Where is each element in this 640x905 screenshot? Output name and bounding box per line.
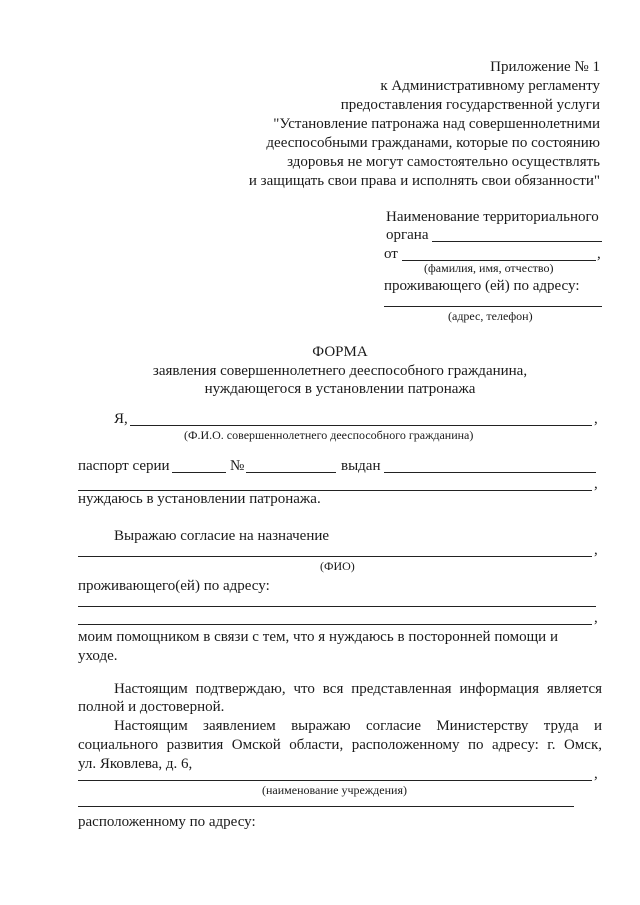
appendix-service-name-3: здоровья не могут самостоятельно осуществлять — [287, 154, 600, 170]
consent-line-3: ул. Яковлева, д. 6, — [78, 756, 193, 772]
addressee-residing-label: проживающего (ей) по адресу: — [384, 278, 580, 294]
passport-number-field[interactable] — [246, 472, 336, 473]
institution-line-2[interactable] — [78, 806, 574, 807]
helper-residing-label: проживающего(ей) по адресу: — [78, 578, 270, 594]
institution-line[interactable] — [78, 780, 592, 781]
passport-issued-field[interactable] — [384, 472, 596, 473]
appendix-service-name-2: дееспособными гражданами, которые по состоянию — [266, 135, 600, 151]
helper-address-line-2[interactable] — [78, 624, 592, 625]
passport-series-field[interactable] — [172, 472, 226, 473]
comma: , — [594, 766, 598, 782]
consent-line-1: Настоящим заявлением выражаю согласие Министерству труда и — [114, 718, 602, 734]
appendix-service-name-1: "Установление патронажа над совершеннолетними — [273, 116, 600, 132]
addressee-from-label: от — [384, 246, 398, 262]
helper-address-line-1[interactable] — [78, 606, 596, 607]
comma: , — [594, 476, 598, 492]
applicant-fio-line[interactable] — [130, 425, 592, 426]
org-name-line[interactable] — [432, 241, 602, 242]
helper-reason-line-1: моим помощником в связи с тем, что я нуждаюсь в посторонней помощи и — [78, 629, 558, 645]
applicant-fio-caption: (Ф.И.О. совершеннолетнего дееспособного гражданина) — [184, 428, 474, 442]
located-label: расположенному по адресу: — [78, 814, 256, 830]
comma: , — [594, 542, 598, 558]
addressee-org-title: Наименование территориального — [386, 209, 599, 225]
address-line[interactable] — [384, 306, 602, 307]
passport-number-label: № — [230, 458, 245, 474]
form-subtitle-2: нуждающегося в установлении патронажа — [204, 381, 476, 397]
consent-line-2: социального развития Омской области, расположенному по адресу: г. Омск, — [78, 737, 602, 753]
helper-fio-caption: (ФИО) — [320, 559, 355, 573]
appendix-number: Приложение № 1 — [490, 59, 600, 75]
comma: , — [597, 246, 601, 262]
addressee-org-label: органа — [386, 227, 429, 243]
appendix-service: предоставления государственной услуги — [340, 97, 600, 113]
need-patronage-text: нуждаюсь в установлении патронажа. — [78, 491, 321, 507]
comma: , — [594, 411, 598, 427]
confirm-line-2: полной и достоверной. — [78, 699, 225, 715]
form-subtitle-1: заявления совершеннолетнего дееспособного гражданина, — [152, 363, 528, 379]
passport-issued-label: выдан — [341, 458, 381, 474]
helper-fio-line[interactable] — [78, 556, 592, 557]
passport-series-label: паспорт серии — [78, 458, 170, 474]
helper-reason-line-2: уходе. — [78, 648, 118, 664]
appendix-service-name-4: и защищать свои права и исполнять свои обязанности" — [248, 173, 600, 189]
appendix-regulation: к Административному регламенту — [380, 78, 600, 94]
comma: , — [594, 610, 598, 626]
institution-caption: (наименование учреждения) — [262, 783, 407, 797]
fio-caption: (фамилия, имя, отчество) — [424, 261, 554, 275]
form-title: ФОРМА — [312, 344, 368, 360]
i-label: Я, — [114, 411, 128, 427]
confirm-line-1: Настоящим подтверждаю, что вся представленная информация является — [114, 681, 602, 697]
consent-appoint-text: Выражаю согласие на назначение — [114, 528, 330, 544]
address-caption: (адрес, телефон) — [448, 309, 533, 323]
